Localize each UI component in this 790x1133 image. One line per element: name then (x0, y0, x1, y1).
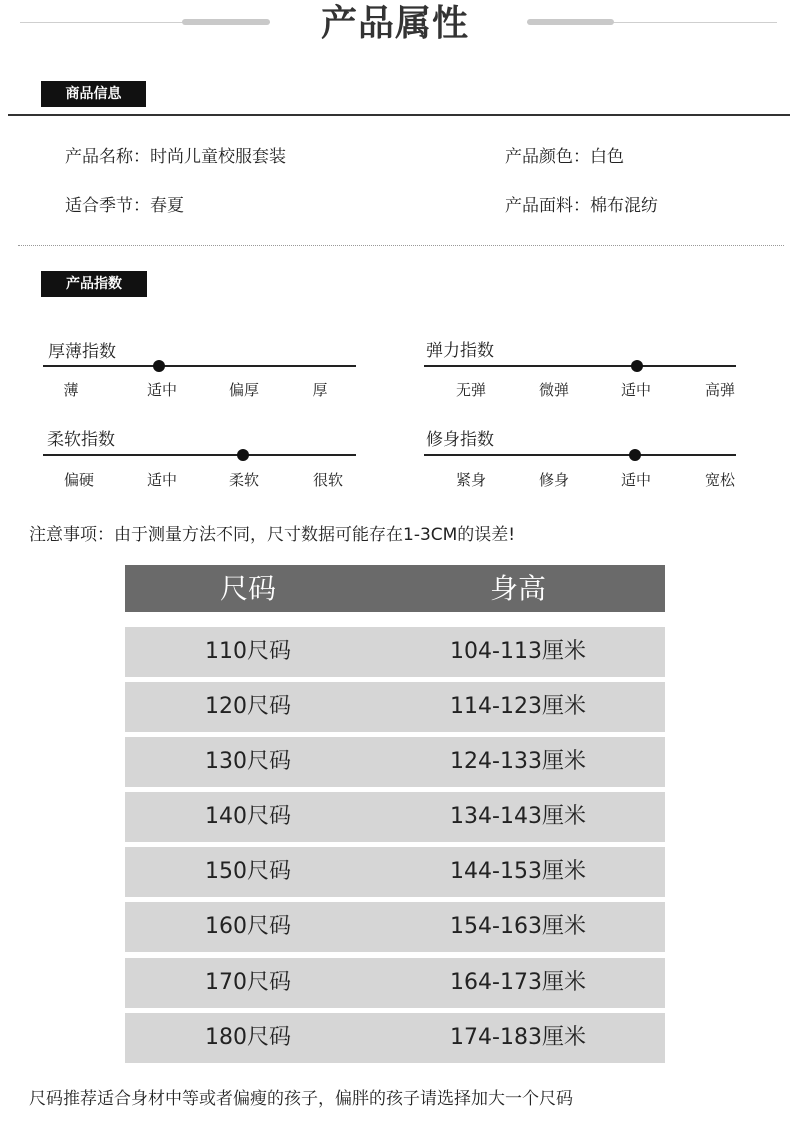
scale-label: 适中 (620, 381, 651, 399)
scale-label: 高弹 (704, 381, 735, 399)
table-row (125, 958, 665, 1008)
info-field-season (65, 194, 184, 218)
scale-label: 适中 (146, 381, 177, 399)
height-cell: 104-113厘米 (450, 639, 586, 664)
height-cell: 114-123厘米 (450, 694, 586, 719)
measurement-notice: 注意事项：由于测量方法不同，尺寸数据可能存在1-3CM的误差! (29, 525, 516, 545)
info-label: 产品颜色： (505, 147, 590, 167)
info-field-fabric (505, 194, 658, 218)
info-label: 产品名称： (65, 147, 150, 167)
table-row (125, 682, 665, 732)
size-recommendation-note: 尺码推荐适合身材中等或者偏瘦的孩子，偏胖的孩子请选择加大一个尺码 (29, 1089, 573, 1109)
scale-track-softness (43, 454, 356, 456)
info-value: 时尚儿童校服套装 (150, 147, 286, 167)
product-info-tag: 商品信息 (41, 81, 146, 107)
scale-title-elasticity: 弹力指数 (426, 341, 494, 361)
size-cell: 140尺码 (205, 804, 291, 829)
table-row (125, 902, 665, 952)
scale-marker-thickness (153, 360, 165, 372)
scale-title-softness: 柔软指数 (47, 430, 115, 450)
table-row (125, 737, 665, 787)
size-cell: 130尺码 (205, 749, 291, 774)
page-title: 产品属性 (320, 3, 469, 44)
scale-label: 薄 (63, 381, 79, 399)
table-row (125, 1013, 665, 1063)
info-label: 产品面料： (505, 196, 590, 216)
info-field-name (65, 145, 286, 169)
size-cell: 180尺码 (205, 1025, 291, 1050)
height-cell: 154-163厘米 (450, 914, 586, 939)
size-cell: 160尺码 (205, 914, 291, 939)
scale-track-fit (424, 454, 736, 456)
size-cell: 110尺码 (205, 639, 291, 664)
table-row (125, 792, 665, 842)
product-index-tag: 产品指数 (41, 271, 147, 297)
scale-label: 适中 (146, 471, 177, 489)
scale-label: 紧身 (455, 471, 486, 489)
scale-label: 宽松 (704, 471, 735, 489)
height-cell: 164-173厘米 (450, 970, 586, 995)
size-cell: 150尺码 (205, 859, 291, 884)
scale-title-fit: 修身指数 (426, 430, 494, 450)
scale-label: 适中 (620, 471, 651, 489)
size-cell: 170尺码 (205, 970, 291, 995)
header-size: 尺码 (219, 572, 276, 605)
height-cell: 134-143厘米 (450, 804, 586, 829)
info-value: 白色 (590, 147, 624, 167)
table-row (125, 847, 665, 897)
section-divider (8, 114, 790, 116)
scale-marker-softness (237, 449, 249, 461)
scale-label: 偏厚 (228, 381, 259, 399)
scale-label: 厚 (312, 381, 328, 399)
height-cell: 174-183厘米 (450, 1025, 586, 1050)
dotted-divider (18, 245, 784, 246)
scale-label: 无弹 (455, 381, 486, 399)
info-value: 春夏 (150, 196, 184, 216)
height-cell: 124-133厘米 (450, 749, 586, 774)
size-cell: 120尺码 (205, 694, 291, 719)
scale-label: 偏硬 (63, 471, 94, 489)
scale-label: 微弹 (538, 381, 569, 399)
scale-track-thickness (43, 365, 356, 367)
scale-title-thickness: 厚薄指数 (48, 342, 116, 362)
table-row (125, 627, 665, 677)
scale-label: 很软 (312, 471, 343, 489)
scale-track-elasticity (424, 365, 736, 367)
scale-marker-elasticity (631, 360, 643, 372)
info-label: 适合季节： (65, 196, 150, 216)
scale-marker-fit (629, 449, 641, 461)
size-table-header (125, 565, 665, 612)
scale-label: 修身 (538, 471, 569, 489)
info-field-color (505, 145, 624, 169)
header-height: 身高 (489, 572, 546, 605)
scale-label: 柔软 (228, 471, 259, 489)
height-cell: 144-153厘米 (450, 859, 586, 884)
info-value: 棉布混纺 (590, 196, 658, 216)
